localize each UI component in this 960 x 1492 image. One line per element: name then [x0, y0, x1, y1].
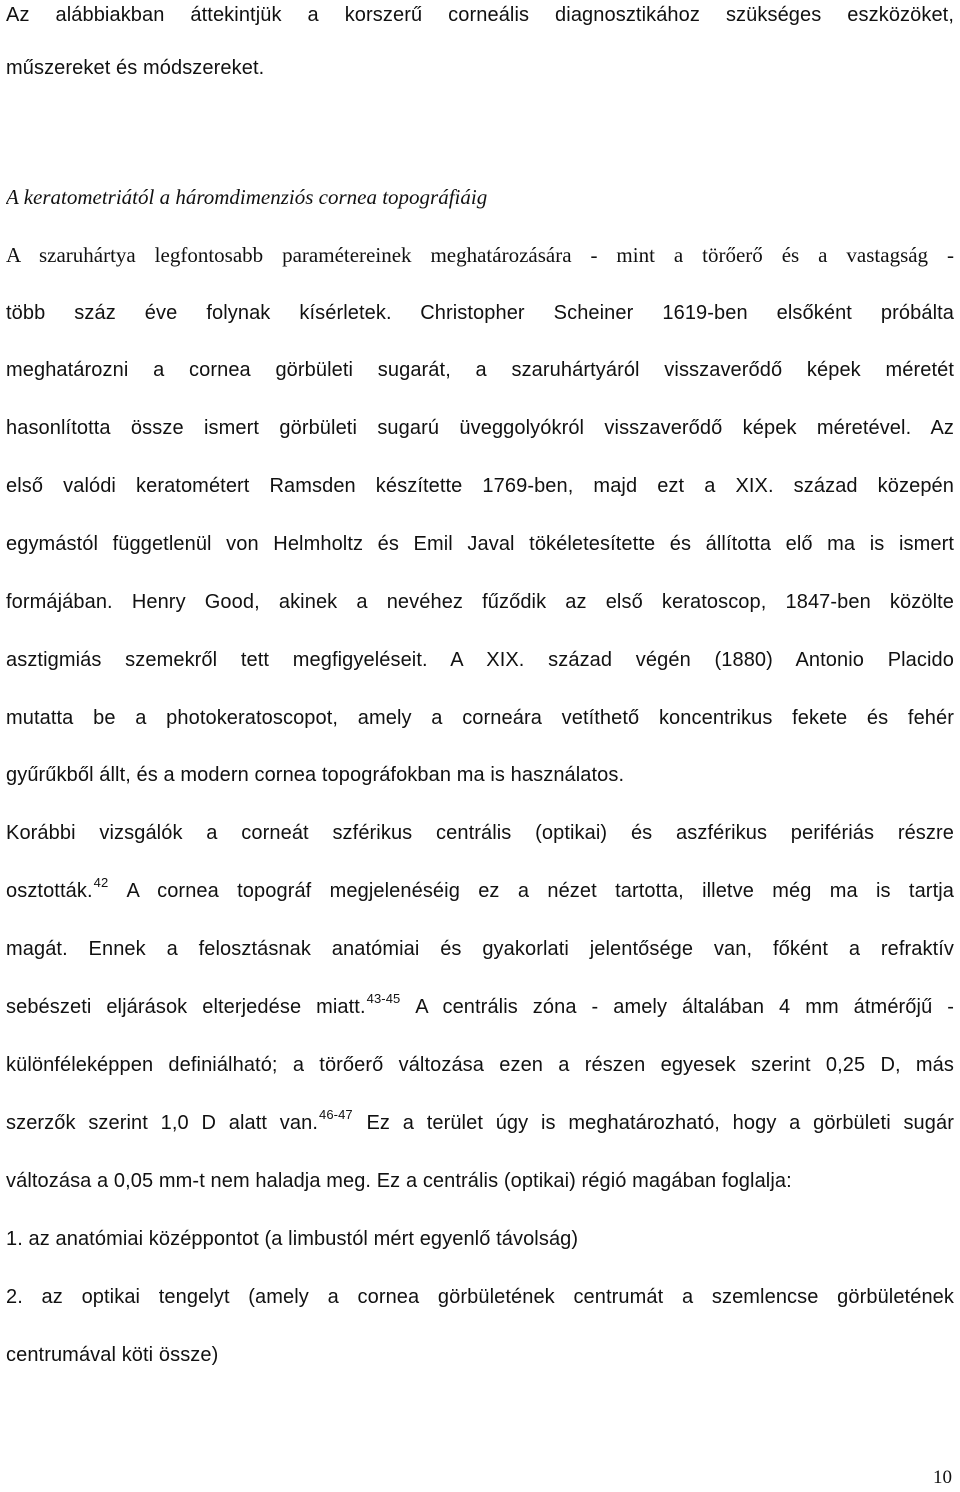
paragraph2-line-4-after: A centrális zóna - amely általában 4 mm átmérőjű - — [401, 996, 954, 1018]
section-line-5: első valódi keratométert Ramsden készítette 1769-ben, majd ezt a XIX. század közepén — [6, 475, 954, 497]
paragraph2-line-7: változása a 0,05 mm-t nem haladja meg. Ez a centrális (optikai) régió magában foglalja: — [6, 1170, 792, 1192]
reference-42: 42 — [93, 876, 109, 890]
section-line-2-part-1: több száz éve folynak kísérletek. — [6, 302, 392, 324]
paragraph2-line-6-text — [6, 1108, 954, 1134]
paragraph2-line-4 — [6, 992, 954, 1024]
paragraph2-line-4-text — [6, 992, 954, 1018]
section-line-6: egymástól függetlenül von Helmholtz és Emil Javal tökéletesítette és állította elő ma is ismert — [6, 533, 954, 555]
reference-43-45: 43-45 — [366, 992, 401, 1006]
section-line-4: hasonlította össze ismert görbületi sugarú üveggolyókról visszaverődő képek méretével. Az — [6, 417, 954, 439]
paragraph2-line-4-before: sebészeti eljárások elterjedése miatt. — [6, 996, 366, 1018]
section-line-10: gyűrűkből állt, és a modern cornea topográfokban ma is használatos. — [6, 764, 625, 786]
paragraph2-line-2 — [6, 876, 954, 908]
paragraph2-line-6 — [6, 1108, 954, 1140]
section-heading: A keratometriától a háromdimenziós cornea topográfiáig — [6, 185, 488, 209]
list-item-2-line-2: centrumával köti össze) — [6, 1344, 219, 1366]
intro-line-2: műszereket és módszereket. — [6, 57, 265, 79]
section-line-8: asztigmiás szemekről tett megfigyeléseit. A XIX. század végén (1880) Antonio Placido — [6, 649, 954, 671]
page-number: 10 — [933, 1467, 952, 1488]
section-line-9: mutatta be a photokeratoscopot, amely a corneára vetíthető koncentrikus fekete és fehér — [6, 707, 954, 729]
paragraph2-line-5: különféleképpen definiálható; a törőerő változása ezen a részen egyesek szerint 0,25 D, más — [6, 1054, 954, 1076]
section-line-2-part-2: Christopher Scheiner 1619-ben elsőként próbálta — [420, 302, 954, 324]
paragraph2-line-6-after: Ez a terület úgy is meghatározható, hogy a görbületi sugár — [353, 1112, 954, 1134]
paragraph2-line-1: Korábbi vizsgálók a corneát szférikus centrális (optikai) és aszférikus perifériás részre — [6, 822, 954, 844]
paragraph2-line-2-text — [6, 876, 954, 902]
section-line-7: formájában. Henry Good, akinek a nevéhez fűződik az első keratoscop, 1847-ben közölte — [6, 591, 954, 613]
list-item-2-line-1: 2. az optikai tengelyt (amely a cornea görbületének centrumát a szemlencse görbületének — [6, 1286, 954, 1308]
section-line-2 — [6, 297, 954, 328]
list-item-1: 1. az anatómiai középpontot (a limbustól mért egyenlő távolság) — [6, 1228, 579, 1250]
paragraph2-line-2-after: A cornea topográf megjelenéséig ez a nézet tartotta, illetve még ma is tartja — [109, 880, 954, 902]
paragraph2-line-3: magát. Ennek a felosztásnak anatómiai és gyakorlati jelentősége van, főként a refraktív — [6, 938, 954, 960]
intro-line-1: Az alábbiakban áttekintjük a korszerű corneális diagnosztikához szükséges eszközöket, — [6, 4, 954, 26]
section-line-3: meghatározni a cornea görbületi sugarát, a szaruhártyáról visszaverődő képek méretét — [6, 359, 954, 381]
paragraph2-line-2-before: osztották. — [6, 880, 93, 902]
paragraph2-line-6-before: szerzők szerint 1,0 D alatt van. — [6, 1112, 318, 1134]
section-line-1: A szaruhártya legfontosabb paramétereinek meghatározására - mint a törőerő és a vastagság - — [6, 243, 954, 267]
reference-46-47: 46-47 — [319, 1108, 353, 1122]
